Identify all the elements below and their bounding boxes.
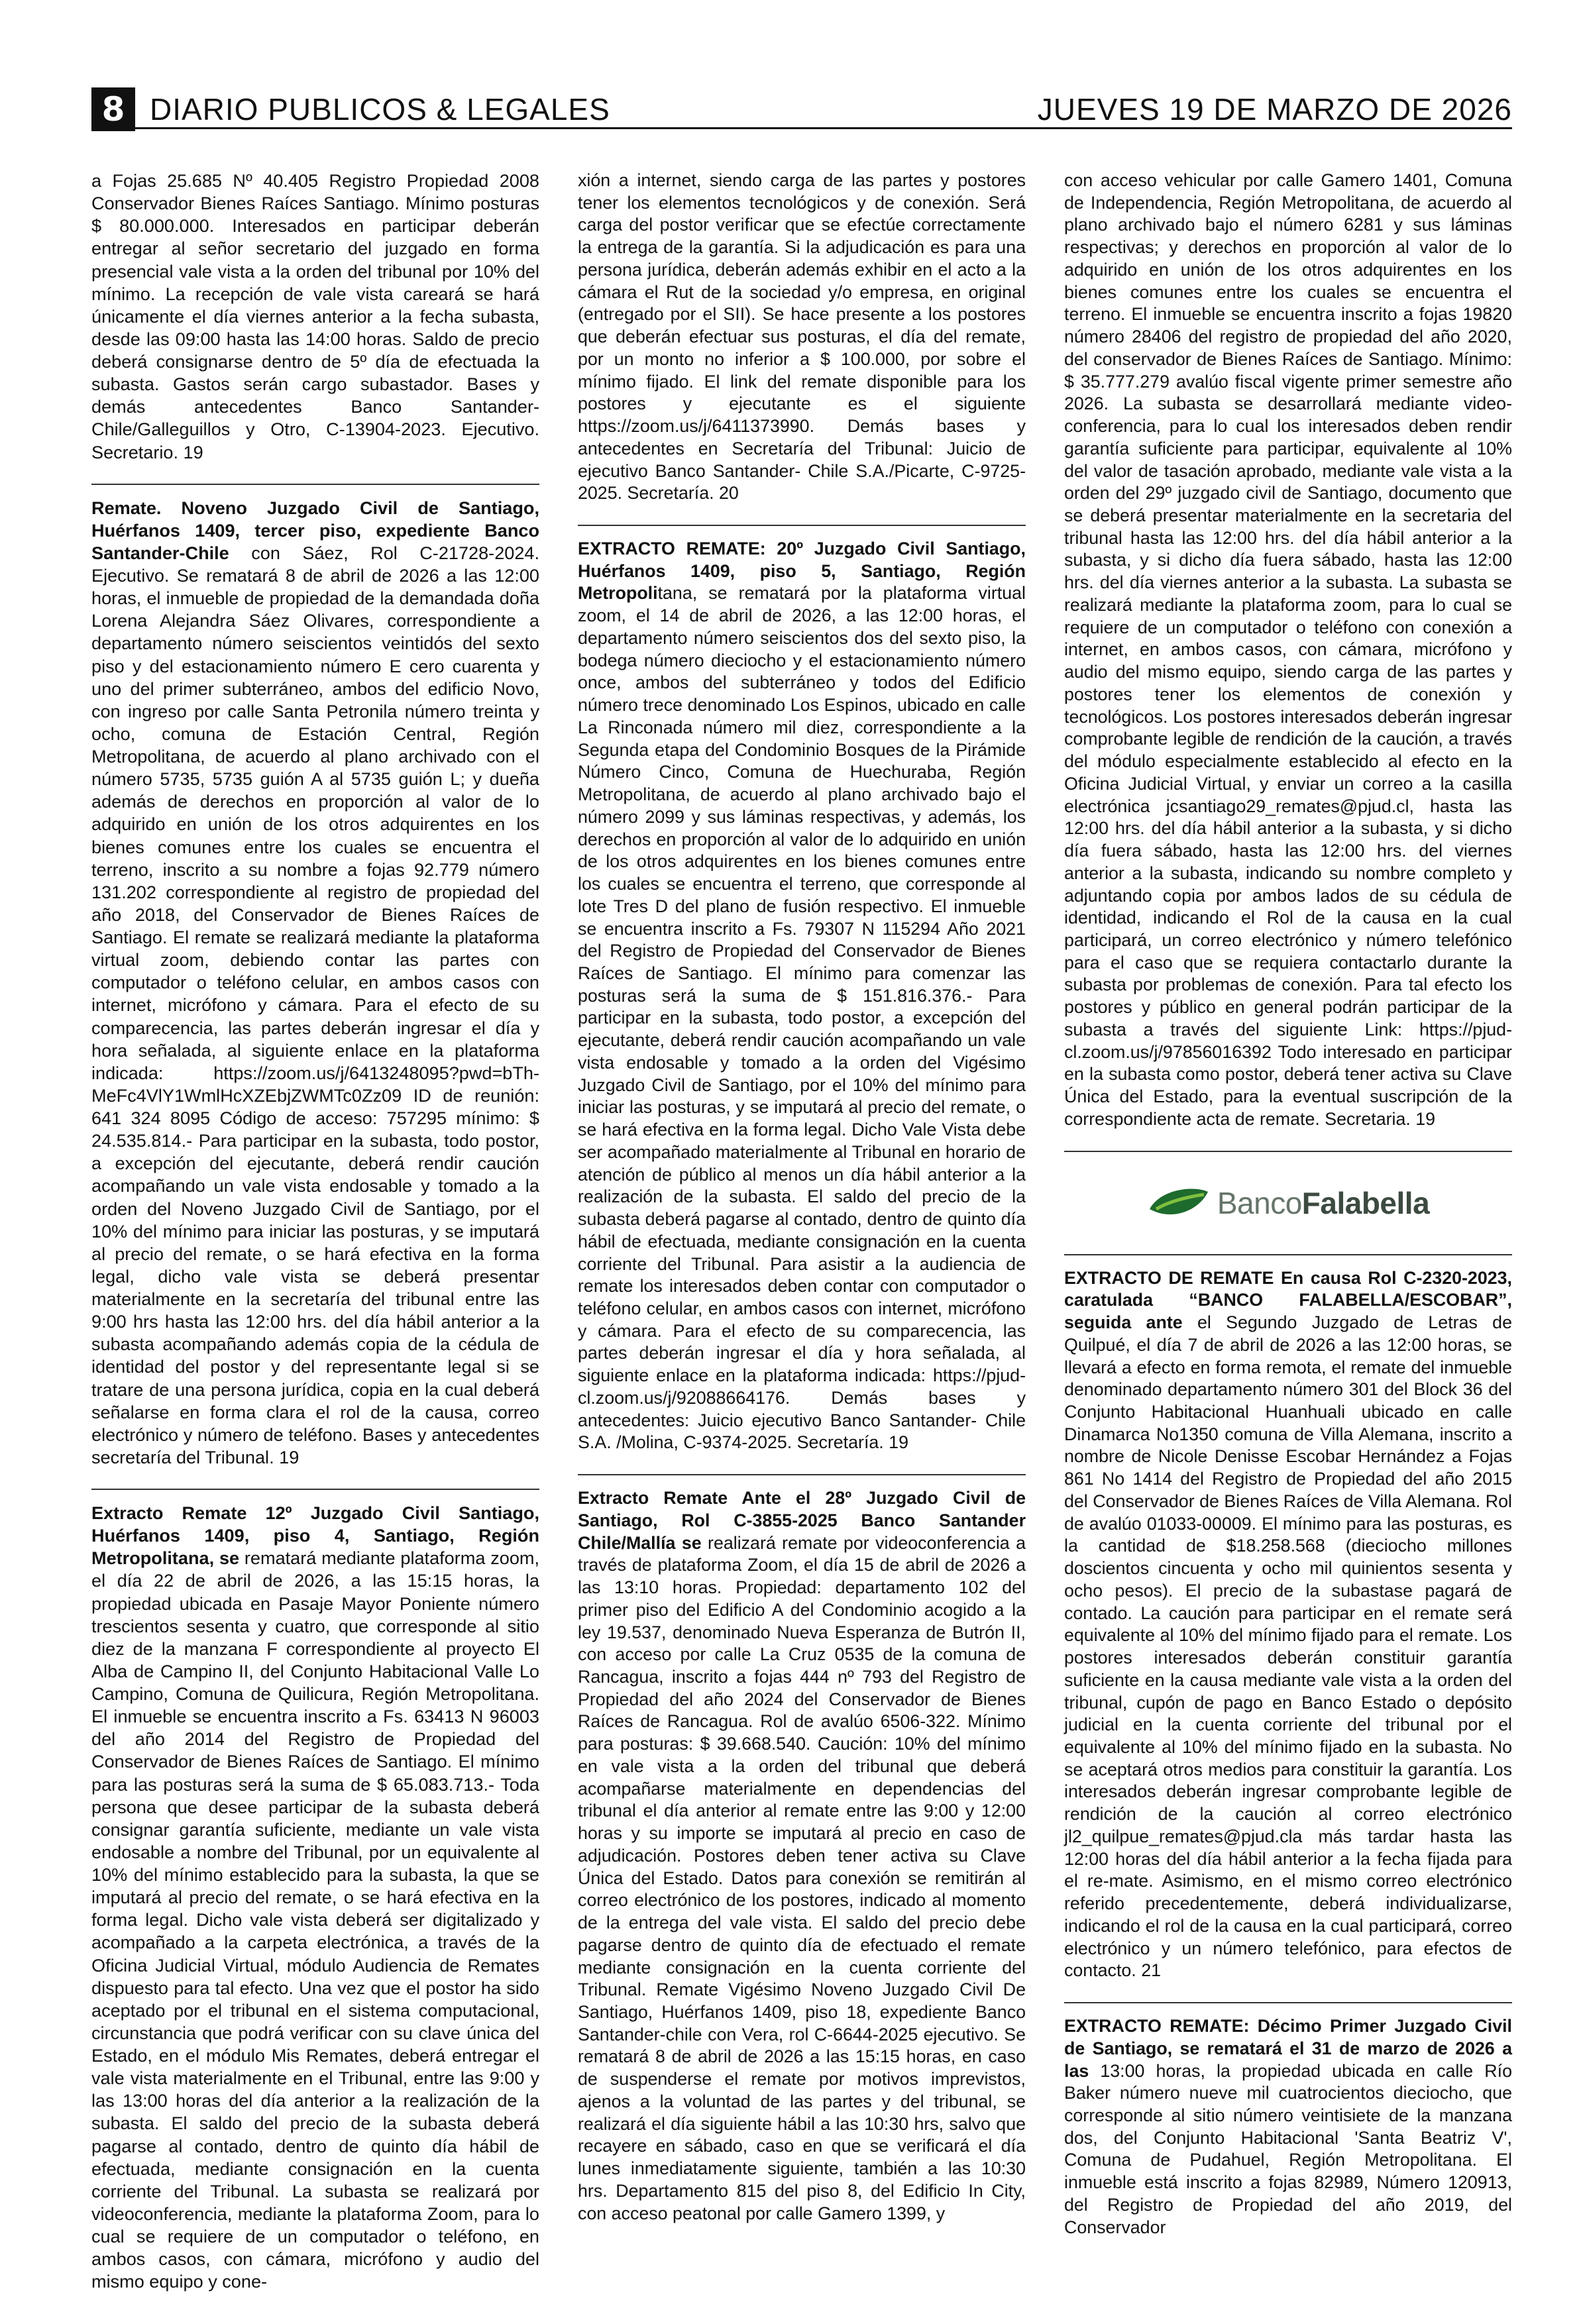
notice-text: 13:00 horas, la propiedad ubicada en calle Río Baker número nueve mil cuatrocientos dieciocho, que corresponde al sitio número veintisiete de la manzana dos, del Conjunto Habitacional 'Santa Beatriz V', Comuna de Pudahuel, Región Metropolitana. El inmueble está inscrito a fojas 82989, Número 120913, del Registro de Propiedad del año 2019, del Conservador <box>1064 2060 1512 2237</box>
legal-notice <box>91 497 539 1478</box>
notice-heading: EXTRACTO DE REMATE En causa Rol C-2320-2023, caratulada “BANCO FALABELLA/ESCOBAR”, seguida ante <box>1064 1267 1512 1333</box>
notice-text: xión a internet, siendo carga de las partes y postores tener los elementos tecnológicos y de conexión. Será carga del postor verificar que se efectúe correctamente la entrega de la garantía. Si la adjudicación es para una persona jurídica, deberán además exhibir en el acto a la cámara el Rut de la sociedad y/o empresa, en original (entregado por el SII). Se hace presente a los postores que deberán efectuar sus posturas, el día del remate, por un monto no inferior a $ 100.000, por sobre el mínimo fijado. El link del remate disponible para los postores y ejecutante es el siguiente https://zoom.us/j/6411373990. Demás bases y antecedentes en Secretaría del Tribunal: Juicio de ejecutivo Banco Santander- Chile S.A./Picarte, C-9725-2025. Secretaría. 20 <box>578 170 1026 503</box>
notice-divider <box>91 1489 539 1490</box>
banco-falabella-logo <box>1064 1164 1512 1243</box>
page-number: 8 <box>91 87 135 131</box>
notice-heading: Extracto Remate Ante el 28º Juzgado Civil de Santiago, Rol C-3855-2025 Banco Santander Chile/Mallía se <box>578 1488 1026 1553</box>
newspaper-name: DIARIO PUBLICOS & LEGALES <box>150 92 610 127</box>
legal-notice <box>91 1502 539 2302</box>
page-header <box>91 83 1512 129</box>
bank-wordmark-banco: Banco <box>1217 1185 1302 1220</box>
notice-heading: Remate. Noveno Juzgado Civil de Santiago, Huérfanos 1409, tercer piso, expediente Banco Santander-Chile <box>91 497 539 563</box>
notice-text: con Sáez, Rol C-21728-2024. Ejecutivo. Se rematará 8 de abril de 2026 a las 12:00 horas, el inmueble de propiedad de la demandada doña Lorena Alejandra Sáez Olivares, correspondiente a departamento número seiscientos veintidós del sexto piso y del estacionamiento número E cero cuarenta y uno del primer subterráneo, ambos del edificio Novo, con ingreso por calle Santa Petronila número treinta y ocho, comuna de Estación Central, Región Metropolitana, de acuerdo al plano archivado con el número 5735, 5735 guión A al 5735 guión L; y dueña además de derechos en proporción al valor de lo adquirido en unión de los otros adquirentes en los bienes comunes entre los cuales se encuentra el terreno, inscrito a su nombre a fojas 92.779 número 131.202 correspondiente al registro de propiedad del año 2018, del Conservador de Bienes Raíces de Santiago. El remate se realizará mediante la plataforma virtual zoom, debiendo contar las partes con computador o teléfono celular, en ambos casos con internet, micrófono y cámara. Para el efecto de su comparecencia, las partes deberán ingresar el día y hora señalada, al siguiente enlace en la plataforma indicada: https://zoom.us/j/6413248095?pwd=bTh-MeFc4VlY1WmlHcXZEbjZWMTc0Zz09 ID de reunión: 641 324 8095 Código de acceso: 757295 mínimo: $ 24.535.814.- Para participar en la subasta, todo postor, a excepción del ejecutante, deberá rendir caución acompañando un vale vista endosable y tomado a la orden del Noveno Juzgado Civil de Santiago, por el 10% del mínimo para iniciar las posturas, y se imputará al precio del remate, o se hará efectiva en la forma legal, dicho vale vista se deberá presentar materialmente en la secretaría del tribunal entre las 9:00 hrs hasta las 12:00 hrs. del día hábil anterior a la subasta acompañando además copia de la cédula de identidad del postor y del representante legal si se tratare de una persona jurídica, copia en la cual deberá señalarse en forma clara el rol de la causa, correo electrónico y número de teléfono. Bases y antecedentes secretaría del Tribunal. 19 <box>91 542 539 1467</box>
column-3 <box>1064 170 1512 2248</box>
legal-notice <box>578 538 1026 1463</box>
notice-heading: Extracto Remate 12º Juzgado Civil Santiago, Huérfanos 1409, piso 4, Santiago, Región Metropolitana, se <box>91 1503 539 1569</box>
bank-wordmark <box>1217 1185 1430 1220</box>
notice-heading: EXTRACTO REMATE: Décimo Primer Juzgado Civil de Santiago, se rematará el 31 de marzo de 2026 a las <box>1064 2016 1512 2081</box>
legal-notice <box>1064 2015 1512 2248</box>
notice-text: con acceso vehicular por calle Gamero 1401, Comuna de Independencia, Región Metropolitana, de acuerdo al plano archivado bajo el número 6281 y sus láminas respectivas; y derechos en proporción al valor de lo adquirido en unión de los otros adquirentes en los bienes comunes entre los cuales se encuentra el terreno. El inmueble se encuentra inscrito a fojas 19820 número 28406 del registro de propiedad del año 2020, del conservador de Bienes Raíces de Santiago. Mínimo: $ 35.777.279 avalúo fiscal vigente primer semestre año 2026. La subasta se desarrollará mediante video-conferencia, para lo cual los interesados deben rendir garantía suficiente para participar, equivalente al 10% del valor de tasación aprobado, mediante vale vista a la orden del 29º juzgado civil de Santiago, documento que se deberá presentar materialmente en la secretaria del tribunal hasta las 12:00 hrs. del día hábil anterior a la subasta, y si dicho día fuera sábado, hasta las 12:00 hrs. del día viernes anterior a la subasta. La subasta se realizará mediante la plataforma zoom, para lo cual se requiere de un computador o teléfono con conexión a internet, en ambos casos, con cámara, micrófono y audio del mismo equipo, siendo carga de las partes y postores tener los elementos de conexión y tecnológicos. Los postores interesados deberán ingresar comprobante legible de rendición de la caución, a través del módulo especialmente establecido al efecto en la Oficina Judicial Virtual, y enviar un correo a la casilla electrónica jcsantiago29_remates@pjud.cl, hasta las 12:00 hrs. del día hábil anterior a la subasta, y si dicho día fuera sábado, hasta las 12:00 hrs. del viernes anterior a la subasta, indicando su nombre completo y adjuntando copia por ambos lados de su cédula de identidad, indicando el Rol de la causa en la cual participará, un correo electrónico y número telefónico para el caso que se requiera contactarlo durante la subasta por problemas de conexión. Para tal efecto los postores y público en general podrán participar de la subasta a través del siguiente Link: https://pjud-cl.zoom.us/j/97856016392 Todo interesado en participar en la subasta como postor, deberá tener activa su Clave Única del Estado, para la eventual suscripción de la correspondiente acta de remate. Secretaria. 19 <box>1064 170 1512 1129</box>
legal-notice <box>1064 1267 1512 1992</box>
column-1 <box>91 170 539 2302</box>
issue-date: JUEVES 19 DE MARZO DE 2026 <box>1037 92 1512 127</box>
falabella-leaf-icon <box>1147 1183 1211 1225</box>
notice-divider <box>91 484 539 485</box>
notice-divider <box>578 525 1026 526</box>
notice-divider <box>1064 2002 1512 2003</box>
notice-text: rematará mediante plataforma zoom, el día 22 de abril de 2026, a las 15:15 horas, la propiedad ubicada en Pasaje Mayor Poniente número trescientos sesenta y cuatro, que corresponde al sitio diez de la manzana F correspondiente al proyecto El Alba de Campino II, del Conjunto Habitacional Valle Lo Campino, Comuna de Quilicura, Región Metropolitana. El inmueble se encuentra inscrito a Fs. 63413 N 96003 del año 2014 del Registro de Propiedad del Conservador de Bienes Raíces de Santiago. El mínimo para las posturas será la suma de $ 65.083.713.- Toda persona que desee participar de la subasta deberá consignar garantía suficiente, mediante un vale vista endosable a nombre del Tribunal, por un equivalente al 10% del mínimo establecido para la subasta, la que se imputará al precio del remate, o se hará efectiva en la forma legal. Dicho vale vista deberá ser digitalizado y acompañado a la carpeta electrónica, a través de la Oficina Judicial Virtual, módulo Audiencia de Remates dispuesto para tal efecto. Una vez que el postor ha sido aceptado por el tribunal en el sistema computacional, circunstancia que podrá verificar con su clave única del Estado, en el módulo Mis Remates, deberá entregar el vale vista materialmente en el Tribunal, entre las 9:00 y las 13:00 horas del día anterior a la realización de la subasta. El saldo del precio de la subasta deberá pagarse al contado, dentro de quinto día hábil de efectuada, mediante consignación en la cuenta corriente del Tribunal. La subasta se realizará por videoconferencia, mediante la plataforma Zoom, para lo cual se requiere de un computador o teléfono, en ambos casos, con cámara, micrófono y audio del mismo equipo y cone- <box>91 1548 539 2292</box>
notice-divider <box>1064 1254 1512 1255</box>
notice-divider <box>1064 1151 1512 1152</box>
notice-text: realizará remate por videoconferencia a través de plataforma Zoom, el día 15 de abril de 2026 a las 13:10 horas. Propiedad: departamento 102 del primer piso del Edificio A del Condominio acogido a la ley 19.537, denominado Nueva Esperanza de Butrón II, con acceso por calle La Cruz 0535 de la comuna de Rancagua, inscrito a fojas 444 nº 793 del Registro de Propiedad del año 2024 del Conservador de Bienes Raíces de Rancagua. Rol de avalúo 6506-322. Mínimo para posturas: $ 39.668.540. Caución: 10% del mínimo en vale vista a la orden del tribunal que deberá acompañarse materialmente en dependencias del tribunal el día anterior al remate entre las 9:00 y 12:00 horas y su importe se imputará al precio en caso de adjudicación. Postores deben tener activa su Clave Única del Estado. Datos para conexión se remitirán al correo electrónico de los postores, indicado al momento de la entrega del vale vista. El saldo del precio debe pagarse dentro de quinto día de efectuado el remate mediante consignación en la cuenta corriente del Tribunal. Remate Vigésimo Noveno Juzgado Civil De Santiago, Huérfanos 1409, piso 18, expediente Banco Santander-chile con Vera, rol C-6644-2025 ejecutivo. Se rematará 8 de abril de 2026 a las 15:15 horas, en caso de suspenderse el remate por motivos imprevistos, ajenos a la voluntad de las partes y del tribunal, se realizará el día siguiente hábil a las 10:30 hrs, salvo que recayere en sábado, caso en que se verificará el día lunes inmediatamente siguiente, también a las 10:30 hrs. Departamento 815 del piso 8, del Edificio In City, con acceso peatonal por calle Gamero 1399, y <box>578 1532 1026 2223</box>
notice-heading: EXTRACTO REMATE: 20º Juzgado Civil Santiago, Huérfanos 1409, piso 5, Santiago, Región Metropoli <box>578 539 1026 604</box>
notice-text: a Fojas 25.685 Nº 40.405 Registro Propiedad 2008 Conservador Bienes Raíces Santiago. Mínimo posturas $ 80.000.000. Interesados en participar deberán entregar al señor secretario del juzgado en forma presencial vale vista a la orden del tribunal por 10% del mínimo. La recepción de vale vista careará se hará únicamente el día viernes anterior a la fecha subasta, desde las 09:00 hasta las 14:00 horas. Saldo de precio deberá consignarse dentro de 5º día de efectuada la subasta. Gastos serán cargo subastador. Bases y demás antecedentes Banco Santander-Chile/Galleguillos y Otro, C-13904-2023. Ejecutivo. Secretario. 19 <box>91 170 539 462</box>
column-2 <box>578 170 1026 2234</box>
notice-divider <box>578 1474 1026 1475</box>
notice-text: el Segundo Juzgado de Letras de Quilpué, el día 7 de abril de 2026 a las 12:00 horas, se llevará a efecto en forma remota, el remate del inmueble denominado departamento número 301 del Block 36 del Conjunto Habitacional Huanhuali ubicado en calle Dinamarca No1350 comuna de Villa Alemana, inscrito a nombre de Nicole Denisse Escobar Hernández a Fojas 861 No 1414 del Registro de Propiedad del año 2015 del Conservador de Bienes Raíces de Villa Alemana. Rol de avalúo 01033-00009. El mínimo para las posturas, es la cantidad de $18.258.568 (dieciocho millones doscientos cincuenta y ocho mil quinientos sesenta y ocho pesos). El precio de la subastase pagará de contado. La caución para participar en el remate será equivalente al 10% del mínimo fijado para el remate. Los postores interesados deberán constituir garantía suficiente en la causa mediante vale vista a la orden del tribunal, cupón de pago en Banco Estado o depósito judicial en la cuenta corriente del tribunal por el equivalente al 10% del mínimo fijado en la subasta. No se aceptará otros medios para constituir la garantía. Los interesados deberán ingresar comprobante legible de rendición de la caución al correo electrónico jl2_quilpue_remates@pjud.cla más tardar hasta las 12:00 horas del día hábil anterior a la fecha fijada para el re-mate. Asimismo, en el mismo correo electrónico referido precedentemente, deberá individualizarse, indicando el rol de la causa en la cual participará, correo electrónico y un número telefónico, para efectos de contacto. 21 <box>1064 1312 1512 1981</box>
legal-notice <box>578 1487 1026 2234</box>
legal-notice <box>578 170 1026 514</box>
bank-wordmark-falabella: Falabella <box>1301 1185 1430 1220</box>
legal-notice <box>91 170 539 473</box>
legal-notice <box>1064 170 1512 1140</box>
notice-text: tana, se rematará por la plataforma virtual zoom, el 14 de abril de 2026, a las 12:00 horas, el departamento número seiscientos dos del sexto piso, la bodega número dieciocho y el estacionamiento número once, ambos del subterráneo y todos del Edificio número trece denominado Los Espinos, ubicado en calle La Rinconada número mil diez, correspondiente a la Segunda etapa del Condominio Bosques de la Pirámide Número Cinco, Comuna de Huechuraba, Región Metropolitana, de acuerdo al plano archivado bajo el número 2099 y sus láminas respectivas, y además, los derechos en proporción al valor de lo adquirido en unión de los otros adquirentes en los bienes comunes entre los cuales se encuentra el terreno, que corresponde al lote Tres D del plano de fusión respectivo. El inmueble se encuentra inscrito a Fs. 79307 N 115294 Año 2021 del Registro de Propiedad del Conservador de Bienes Raíces de Santiago. El mínimo para comenzar las posturas será la suma de $ 151.816.376.- Para participar en la subasta, todo postor, a excepción del ejecutante, deberá rendir caución acompañando un vale vista endosable y tomado a la orden del Vigésimo Juzgado Civil de Santiago, por el 10% del mínimo para iniciar las posturas, y se imputará al precio del remate, o se hará efectiva en la forma legal. Dicho Vale Vista debe ser acompañado materialmente al Tribunal en horario de atención de público al menos un día hábil anterior a la realización de la subasta. El saldo del precio de la subasta deberá pagarse al contado, dentro de quinto día hábil de efectuada, mediante consignación en la cuenta corriente del Tribunal. Para asistir a la audiencia de remate los interesados deben contar con computador o teléfono celular, en ambos casos con internet, micrófono y cámara. Para el efecto de su comparecencia, las partes deberán ingresar el día y hora señalada, al siguiente enlace en la plataforma indicada: https://pjud-cl.zoom.us/j/92088664176. Demás bases y antecedentes: Juicio ejecutivo Banco Santander- Chile S.A. /Molina, C-9374-2025. Secretaría. 19 <box>578 583 1026 1453</box>
